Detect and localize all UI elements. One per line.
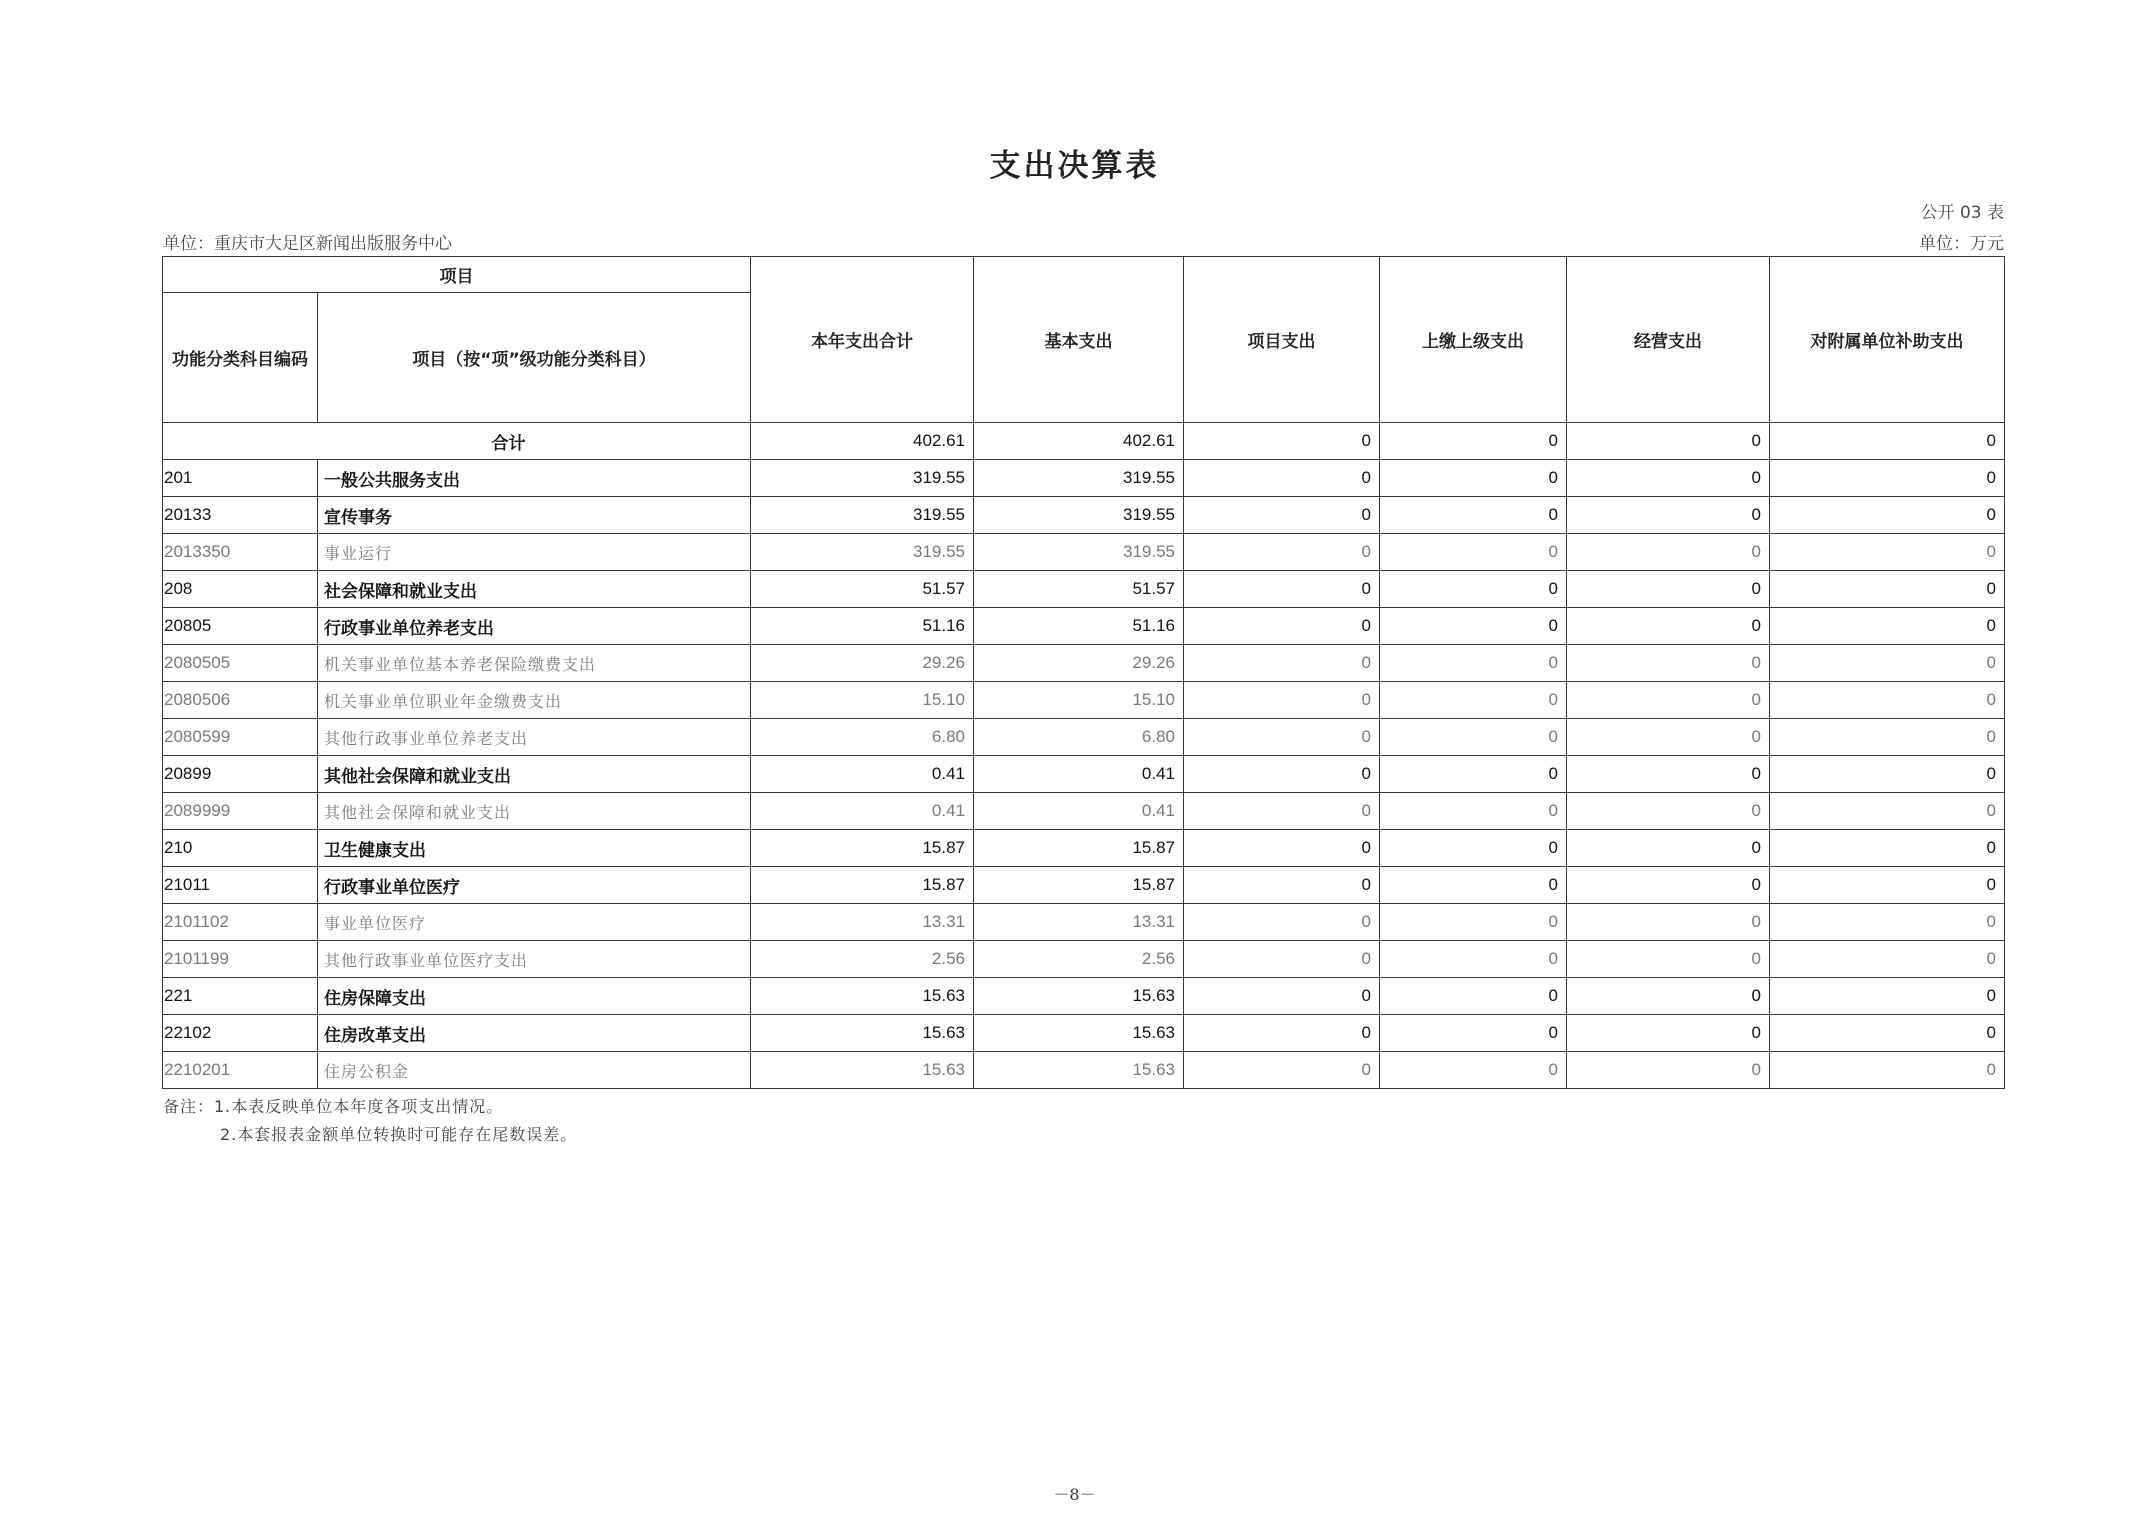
row-code: 20133 [163, 497, 318, 534]
row-value: 0 [1380, 645, 1567, 682]
header-col-total: 本年支出合计 [751, 257, 974, 423]
row-value: 0 [1567, 719, 1770, 756]
table-header [163, 257, 2005, 423]
row-code: 2080506 [163, 682, 318, 719]
row-value: 0 [1567, 756, 1770, 793]
row-value: 0 [1567, 534, 1770, 571]
row-value: 0 [1567, 904, 1770, 941]
row-value: 15.63 [751, 1015, 974, 1052]
currency-unit: 单位：万元 [1919, 234, 2004, 254]
row-value: 319.55 [974, 534, 1184, 571]
table-row [163, 941, 2005, 978]
row-code: 208 [163, 571, 318, 608]
table-row [163, 460, 2005, 497]
row-name: 卫生健康支出 [318, 830, 751, 867]
row-name: 其他行政事业单位养老支出 [318, 719, 751, 756]
row-name: 住房保障支出 [318, 978, 751, 1015]
row-value: 0 [1380, 867, 1567, 904]
row-value: 0 [1567, 571, 1770, 608]
header-col-basic: 基本支出 [974, 257, 1184, 423]
row-code: 2101199 [163, 941, 318, 978]
row-value: 0 [1770, 830, 2005, 867]
row-value: 15.63 [974, 1015, 1184, 1052]
row-value: 0 [1380, 1052, 1567, 1089]
row-value: 319.55 [974, 497, 1184, 534]
row-name: 行政事业单位医疗 [318, 867, 751, 904]
row-name: 事业运行 [318, 534, 751, 571]
row-value: 0 [1184, 534, 1380, 571]
row-value: 0 [1380, 1015, 1567, 1052]
total-value: 0 [1184, 423, 1380, 460]
row-name: 一般公共服务支出 [318, 460, 751, 497]
table-row [163, 497, 2005, 534]
row-value: 0 [1380, 682, 1567, 719]
row-name: 事业单位医疗 [318, 904, 751, 941]
row-value: 0 [1770, 1052, 2005, 1089]
row-value: 0 [1770, 793, 2005, 830]
header-col-project: 项目支出 [1184, 257, 1380, 423]
row-code: 2013350 [163, 534, 318, 571]
row-value: 0 [1184, 830, 1380, 867]
row-value: 0 [1380, 460, 1567, 497]
table-notes [163, 1093, 577, 1149]
row-value: 0 [1380, 941, 1567, 978]
row-value: 15.87 [974, 830, 1184, 867]
row-value: 29.26 [751, 645, 974, 682]
row-value: 0 [1184, 645, 1380, 682]
row-value: 0 [1567, 830, 1770, 867]
total-value: 0 [1380, 423, 1567, 460]
header-col-subsidy: 对附属单位补助支出 [1770, 257, 2005, 423]
row-value: 0 [1184, 460, 1380, 497]
row-value: 51.16 [974, 608, 1184, 645]
row-value: 0 [1184, 1015, 1380, 1052]
row-value: 13.31 [751, 904, 974, 941]
row-value: 0 [1567, 1015, 1770, 1052]
row-name: 机关事业单位职业年金缴费支出 [318, 682, 751, 719]
row-value: 0 [1380, 978, 1567, 1015]
total-label: 合计 [163, 423, 751, 460]
row-value: 0 [1567, 682, 1770, 719]
row-name: 其他社会保障和就业支出 [318, 756, 751, 793]
row-value: 0 [1184, 978, 1380, 1015]
row-value: 6.80 [751, 719, 974, 756]
row-value: 0 [1380, 793, 1567, 830]
total-value: 0 [1567, 423, 1770, 460]
row-value: 0 [1184, 571, 1380, 608]
row-value: 13.31 [974, 904, 1184, 941]
row-value: 51.16 [751, 608, 974, 645]
row-value: 0.41 [974, 756, 1184, 793]
table-row [163, 830, 2005, 867]
header-name-label: 项目（按“项”级功能分类科目） [318, 293, 751, 423]
table-row [163, 756, 2005, 793]
row-value: 15.87 [751, 867, 974, 904]
row-value: 0 [1770, 645, 2005, 682]
row-value: 0 [1770, 497, 2005, 534]
row-value: 0 [1567, 1052, 1770, 1089]
row-value: 51.57 [974, 571, 1184, 608]
row-name: 社会保障和就业支出 [318, 571, 751, 608]
row-value: 0 [1380, 497, 1567, 534]
form-code: 公开 03 表 [1920, 203, 2004, 223]
row-value: 15.87 [751, 830, 974, 867]
row-value: 0 [1184, 497, 1380, 534]
row-code: 2080599 [163, 719, 318, 756]
row-value: 0 [1567, 978, 1770, 1015]
row-value: 29.26 [974, 645, 1184, 682]
row-value: 0 [1184, 867, 1380, 904]
row-value: 319.55 [751, 534, 974, 571]
row-value: 2.56 [974, 941, 1184, 978]
note-line: 2.本套报表金额单位转换时可能存在尾数误差。 [220, 1125, 578, 1144]
row-value: 15.63 [751, 1052, 974, 1089]
table-row [163, 534, 2005, 571]
row-name: 宣传事务 [318, 497, 751, 534]
row-value: 0 [1770, 904, 2005, 941]
row-value: 0 [1770, 941, 2005, 978]
row-value: 0 [1770, 534, 2005, 571]
table-row [163, 645, 2005, 682]
row-value: 15.10 [974, 682, 1184, 719]
row-value: 319.55 [751, 497, 974, 534]
row-value: 0 [1184, 756, 1380, 793]
table-row [163, 571, 2005, 608]
row-value: 0 [1770, 867, 2005, 904]
table-row [163, 608, 2005, 645]
row-value: 15.63 [974, 1052, 1184, 1089]
table-row [163, 904, 2005, 941]
row-value: 0 [1567, 941, 1770, 978]
row-value: 0 [1770, 682, 2005, 719]
header-col-remit: 上缴上级支出 [1380, 257, 1567, 423]
note-line: 备注：1.本表反映单位本年度各项支出情况。 [163, 1097, 504, 1116]
row-value: 0 [1380, 904, 1567, 941]
row-value: 0 [1770, 756, 2005, 793]
row-value: 0 [1380, 830, 1567, 867]
row-name: 机关事业单位基本养老保险缴费支出 [318, 645, 751, 682]
row-value: 0 [1380, 571, 1567, 608]
row-value: 0.41 [751, 756, 974, 793]
row-code: 20899 [163, 756, 318, 793]
row-name: 住房公积金 [318, 1052, 751, 1089]
row-value: 15.63 [751, 978, 974, 1015]
row-name: 其他社会保障和就业支出 [318, 793, 751, 830]
total-value: 402.61 [751, 423, 974, 460]
header-group-label: 项目 [163, 257, 751, 293]
row-value: 0 [1770, 460, 2005, 497]
total-value: 402.61 [974, 423, 1184, 460]
row-value: 0 [1184, 682, 1380, 719]
total-row [163, 423, 2005, 460]
row-name: 其他行政事业单位医疗支出 [318, 941, 751, 978]
row-code: 20805 [163, 608, 318, 645]
row-value: 0 [1380, 608, 1567, 645]
reporting-unit: 单位：重庆市大足区新闻出版服务中心 [163, 234, 452, 254]
row-value: 0 [1184, 608, 1380, 645]
page-number: －8－ [1053, 1485, 1096, 1504]
row-value: 15.63 [974, 978, 1184, 1015]
row-value: 0 [1567, 497, 1770, 534]
row-value: 0 [1184, 719, 1380, 756]
row-code: 2101102 [163, 904, 318, 941]
row-value: 0 [1184, 1052, 1380, 1089]
table-row [163, 1015, 2005, 1052]
row-value: 0.41 [751, 793, 974, 830]
row-name: 住房改革支出 [318, 1015, 751, 1052]
table-row [163, 682, 2005, 719]
row-code: 2210201 [163, 1052, 318, 1089]
row-code: 22102 [163, 1015, 318, 1052]
row-value: 0 [1770, 1015, 2005, 1052]
row-value: 0 [1184, 793, 1380, 830]
table-row [163, 867, 2005, 904]
row-value: 0 [1770, 719, 2005, 756]
row-value: 319.55 [974, 460, 1184, 497]
page-title: 支出决算表 [989, 148, 1160, 184]
row-value: 0 [1770, 608, 2005, 645]
row-value: 0 [1567, 645, 1770, 682]
row-value: 319.55 [751, 460, 974, 497]
table-row [163, 719, 2005, 756]
row-value: 2.56 [751, 941, 974, 978]
row-value: 0 [1770, 571, 2005, 608]
row-code: 21011 [163, 867, 318, 904]
table-body [163, 423, 2005, 1089]
row-code: 210 [163, 830, 318, 867]
row-value: 0 [1770, 978, 2005, 1015]
row-code: 221 [163, 978, 318, 1015]
row-value: 0 [1380, 534, 1567, 571]
row-value: 0.41 [974, 793, 1184, 830]
row-value: 0 [1380, 719, 1567, 756]
row-value: 0 [1567, 793, 1770, 830]
table-row [163, 1052, 2005, 1089]
row-code: 2080505 [163, 645, 318, 682]
row-code: 201 [163, 460, 318, 497]
row-value: 6.80 [974, 719, 1184, 756]
row-value: 15.87 [974, 867, 1184, 904]
row-name: 行政事业单位养老支出 [318, 608, 751, 645]
row-code: 2089999 [163, 793, 318, 830]
row-value: 0 [1184, 904, 1380, 941]
expenditure-table [162, 256, 2005, 1089]
header-code-label: 功能分类科目编码 [163, 293, 318, 423]
row-value: 0 [1567, 608, 1770, 645]
header-col-operating: 经营支出 [1567, 257, 1770, 423]
table-row [163, 978, 2005, 1015]
row-value: 0 [1380, 756, 1567, 793]
row-value: 0 [1567, 460, 1770, 497]
row-value: 0 [1567, 867, 1770, 904]
total-value: 0 [1770, 423, 2005, 460]
row-value: 0 [1184, 941, 1380, 978]
table-row [163, 793, 2005, 830]
row-value: 51.57 [751, 571, 974, 608]
row-value: 15.10 [751, 682, 974, 719]
